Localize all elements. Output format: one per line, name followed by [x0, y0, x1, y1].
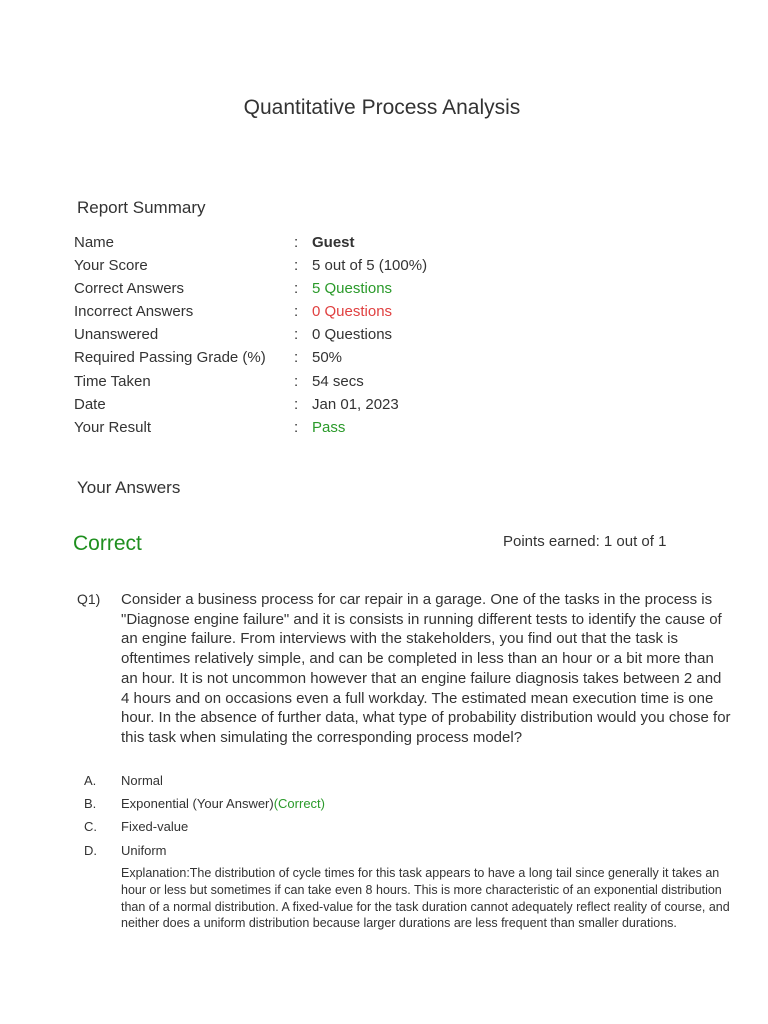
summary-row-incorrect: [74, 300, 694, 323]
summary-label: Correct Answers: [74, 280, 185, 298]
summary-colon: :: [294, 372, 299, 390]
summary-value-correct: 5 Questions: [312, 280, 393, 298]
summary-row-correct: [74, 277, 694, 300]
your-answers-heading: Your Answers: [77, 478, 181, 497]
summary-value-unanswered: 0 Questions: [312, 326, 393, 344]
answer-explanation: Explanation:The distribution of cycle times for this task appears to have a long tail since generally it takes an hour or less but sometimes if can take even 8 hours. This is more characteristic of an exponential distribution than of a normal distribution. A fixed-value for the task duration cannot adequately reflect reality of course, and neither does a uniform distribution because larger durations are less frequent than smaller durations.: [121, 866, 730, 931]
correct-marker: (Correct): [273, 796, 325, 812]
question-text: Consider a business process for car repair in a garage. One of the tasks in the process is "Diagnose engine failure" and it is consists in running different tests to identify the cause of an engine failure. From interviews with the stakeholders, you find out that the task is oftentimes relatively simple, and can be completed in less than an hour or a bit more than an hour. It is not uncommon however that an engine failure diagnosis takes between 2 and 4 hours and on occasions even a full workday. The estimated mean execution time is one hour. In the absence of further data, what type of probability distribution would you chose for this task when simulating the corresponding process model?: [121, 591, 731, 746]
summary-label: Required Passing Grade (%): [74, 349, 266, 367]
summary-colon: :: [294, 349, 299, 367]
summary-value-time-taken: 54 secs: [312, 372, 364, 390]
report-summary-heading: Report Summary: [77, 198, 206, 217]
summary-row-result: [74, 416, 694, 439]
summary-colon: :: [294, 395, 299, 413]
option-letter: A.: [84, 773, 97, 788]
option-text: Uniform: [121, 842, 167, 858]
summary-colon: :: [294, 280, 299, 298]
summary-colon: :: [294, 234, 299, 251]
summary-value-passing-grade: 50%: [312, 349, 343, 367]
summary-label: Incorrect Answers: [74, 303, 194, 321]
summary-value-result: Pass: [312, 418, 346, 436]
option-letter: C.: [84, 819, 97, 835]
page-title: Quantitative Process Analysis: [243, 96, 521, 119]
summary-row-name: [74, 231, 694, 254]
summary-label: Unanswered: [74, 326, 159, 344]
report-summary-table: [74, 231, 694, 439]
summary-colon: :: [294, 326, 299, 344]
summary-row-passing-grade: [74, 346, 694, 369]
summary-row-unanswered: [74, 323, 694, 346]
summary-label: Time Taken: [74, 372, 151, 390]
option-text: Exponential (Your Answer): [121, 796, 274, 812]
option-a: [84, 771, 325, 794]
answer-status-correct: Correct: [73, 532, 142, 555]
summary-row-score: [74, 254, 694, 277]
summary-label: Your Score: [74, 257, 148, 275]
summary-row-time-taken: [74, 370, 694, 393]
option-b: [84, 794, 325, 817]
summary-value-score: 5 out of 5 (100%): [312, 257, 428, 275]
points-earned: Points earned: 1 out of 1: [503, 533, 667, 550]
option-text: Normal: [121, 773, 163, 788]
summary-row-date: [74, 393, 694, 416]
option-letter: B.: [84, 796, 97, 812]
option-text: Fixed-value: [121, 819, 189, 835]
summary-value-date: Jan 01, 2023: [312, 395, 399, 413]
option-c: [84, 817, 325, 840]
summary-label: Your Result: [74, 418, 151, 436]
summary-colon: :: [294, 303, 299, 321]
answer-options: [84, 771, 325, 864]
option-letter: D.: [84, 842, 97, 858]
summary-value-incorrect: 0 Questions: [312, 303, 393, 321]
summary-value-name: Guest: [312, 234, 355, 251]
summary-colon: :: [294, 257, 299, 275]
option-d: [84, 841, 325, 864]
summary-colon: :: [294, 418, 299, 436]
summary-label: Name: [74, 234, 115, 251]
summary-label: Date: [74, 395, 106, 413]
question-number: Q1): [77, 591, 101, 607]
